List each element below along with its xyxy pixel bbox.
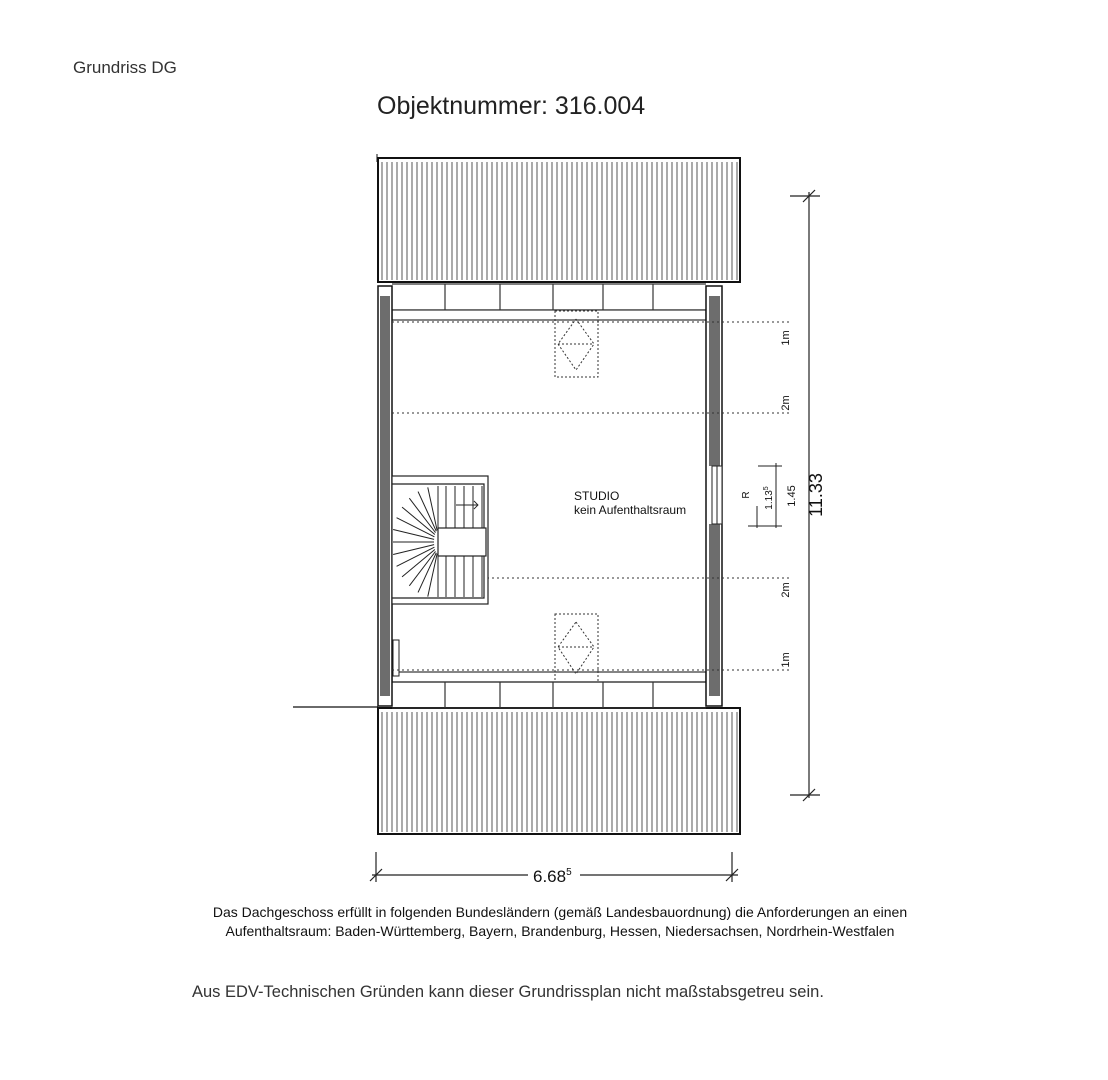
height-label-top-1m: 1m xyxy=(780,330,792,346)
window-right xyxy=(712,466,722,524)
requirements-note-line1: Das Dachgeschoss erfüllt in folgenden Bundesländern (gemäß Landesbauordnung) die Anforderungen an einen xyxy=(212,904,908,920)
height-label-top-2m: 2m xyxy=(780,395,792,411)
width-sup: 5 xyxy=(566,867,572,878)
room-subtitle: kein Aufenthaltsraum xyxy=(574,503,687,517)
width-main: 6.68 xyxy=(533,867,567,886)
height-label-bottom-1m: 1m xyxy=(780,652,792,668)
window-sill-main: 1.13 xyxy=(764,490,775,510)
chimney-block xyxy=(393,640,399,676)
wall-left xyxy=(378,286,392,706)
object-number-title: Objektnummer: 316.004 xyxy=(377,92,646,120)
rafter-row-bottom xyxy=(392,672,706,708)
window-sill-sup: 5 xyxy=(763,486,770,491)
scale-disclaimer: Aus EDV-Technischen Gründen kann dieser Grundrissplan nicht maßstabsgetreu sein. xyxy=(192,983,824,1001)
height-label-bottom-2m: 2m xyxy=(780,582,792,598)
roof-top xyxy=(378,158,740,282)
window-height-label: 1.45 xyxy=(786,485,798,507)
window-mark: R xyxy=(741,491,752,499)
requirements-note xyxy=(150,903,970,941)
requirements-note-line2: Aufenthaltsraum: Baden-Württemberg, Bayern, Brandenburg, Hessen, Niedersachsen, Nordrhein-Westfalen xyxy=(225,923,895,939)
window-sill-label xyxy=(763,486,775,509)
staircase xyxy=(392,476,488,604)
room-name: STUDIO xyxy=(574,489,620,503)
plan-heading: Grundriss DG xyxy=(73,58,177,77)
skylight-top xyxy=(555,311,598,377)
height-dimension-label: 11.33 xyxy=(806,473,826,517)
rafter-row-top xyxy=(392,284,706,320)
roof-bottom xyxy=(378,708,740,834)
